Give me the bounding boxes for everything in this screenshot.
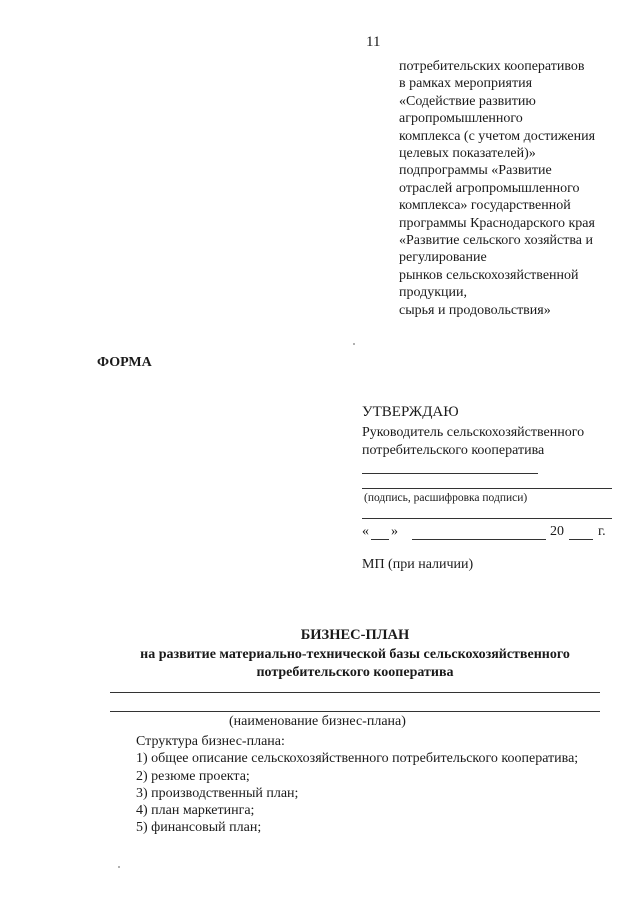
structure-heading: Структура бизнес-плана:: [136, 734, 285, 749]
structure-item: 2) резюме проекта;: [136, 768, 250, 784]
header-line: потребительских кооперативов: [399, 59, 585, 74]
form-label: ФОРМА: [97, 355, 152, 370]
date-day-blank[interactable]: [371, 539, 389, 540]
plan-name-underline: [110, 711, 600, 712]
date-open-quote: «: [362, 524, 369, 539]
date-month-blank[interactable]: [412, 539, 546, 540]
approval-line-2: потребительского кооператива: [362, 443, 545, 458]
header-line: регулирование: [399, 250, 487, 266]
approval-line-1: Руководитель сельскохозяйственного: [362, 425, 585, 440]
header-line: программы Краснодарского края: [399, 215, 595, 231]
structure-item: 4) план маркетинга;: [136, 803, 255, 819]
plan-name-blank-line[interactable]: [110, 692, 600, 693]
document-subtitle-line-1: на развитие материально-технической базы сельскохозяйственного: [140, 647, 570, 662]
signature-blank-line[interactable]: [362, 473, 538, 474]
page-number: 11: [366, 34, 381, 50]
header-line: «Развитие сельского хозяйства и: [399, 233, 594, 249]
scan-speck: [353, 343, 355, 345]
header-line: отраслей агропромышленного: [399, 180, 580, 196]
structure-item: 5) финансовый план;: [136, 820, 262, 836]
signature-underline: [362, 488, 612, 489]
approval-title: УТВЕРЖДАЮ: [362, 404, 459, 420]
divider-line: [362, 518, 612, 519]
scan-speck: [118, 866, 120, 868]
header-line: агропромышленного: [399, 111, 523, 127]
header-line: комплекса» государственной: [399, 198, 571, 214]
header-line: сырья и продовольствия»: [399, 302, 551, 318]
stamp-note: МП (при наличии): [362, 557, 474, 572]
date-year-blank[interactable]: [569, 539, 593, 540]
header-line: «Содействие развитию: [399, 93, 536, 109]
structure-item: 1) общее описание сельскохозяйственного потребительского кооператива;: [136, 751, 579, 767]
header-line: рынков сельскохозяйственной: [399, 267, 579, 283]
header-line: подпрограммы «Развитие: [399, 163, 552, 179]
plan-structure: [136, 733, 636, 837]
date-year-suffix: г.: [598, 524, 606, 539]
plan-name-hint: (наименование бизнес-плана): [229, 714, 406, 729]
header-line: продукции,: [399, 285, 467, 301]
header-line: комплекса (с учетом достижения: [399, 128, 596, 144]
header-line: целевых показателей)»: [399, 146, 536, 162]
document-title: БИЗНЕС-ПЛАН: [300, 627, 410, 643]
appendix-header: [399, 58, 635, 319]
document-subtitle-line-2: потребительского кооператива: [256, 665, 454, 680]
structure-item: 3) производственный план;: [136, 785, 299, 801]
document-title-block: [110, 626, 600, 682]
approval-block: [362, 404, 612, 460]
date-close-quote: »: [391, 524, 398, 539]
header-line: в рамках мероприятия: [399, 76, 533, 92]
signature-hint: (подпись, расшифровка подписи): [364, 492, 528, 504]
approval-date-row: [362, 524, 612, 544]
date-year-prefix: 20: [550, 524, 564, 539]
